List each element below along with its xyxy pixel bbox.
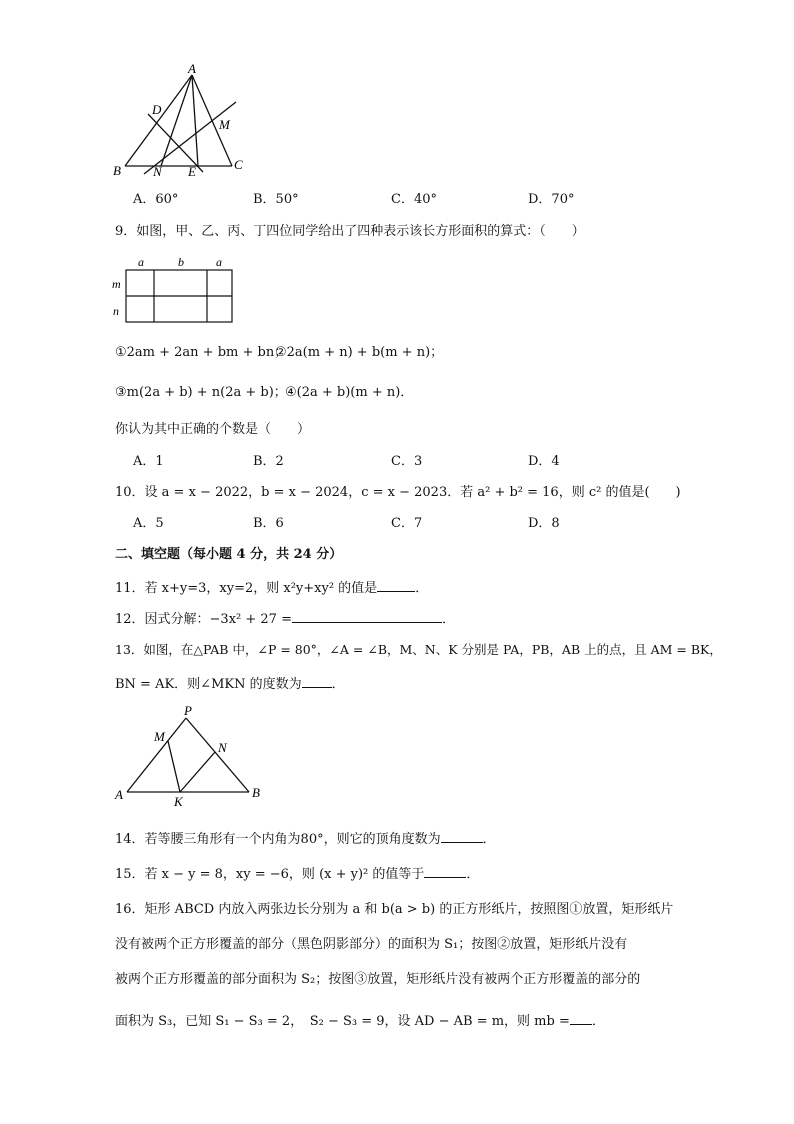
q13-label-n: N — [218, 740, 227, 755]
q13-label-k: K — [174, 794, 183, 809]
q10-option-a[interactable]: A．5 — [133, 516, 164, 531]
q14-answer-blank[interactable] — [441, 828, 483, 843]
q10-option-b[interactable]: B．6 — [253, 516, 284, 531]
q9-option-b[interactable]: B．2 — [253, 454, 284, 469]
q10-option-c[interactable]: C．7 — [391, 516, 423, 531]
q9-label-top-a2: a — [216, 255, 222, 269]
q8-triangle-figure — [108, 62, 258, 182]
q8-label-m: M — [219, 117, 230, 132]
q9-option-c[interactable]: C．3 — [391, 454, 423, 469]
q16-answer-blank[interactable] — [570, 1010, 592, 1025]
q8-label-a: A — [188, 62, 196, 76]
q13-line-2: BN = AK．则∠MKN 的度数为 — [115, 677, 302, 692]
q9-expr-4: ④(2a + b)(m + n)． — [285, 385, 414, 400]
q8-option-c[interactable]: C．40° — [391, 192, 437, 207]
q9-label-side-m: m — [112, 277, 121, 291]
q11-row — [115, 577, 428, 599]
q12-end: ． — [441, 612, 455, 627]
q13-triangle-figure — [108, 700, 273, 810]
q16-row-4 — [115, 1010, 605, 1032]
q13-label-m: M — [154, 729, 165, 744]
q8-label-c: C — [234, 157, 243, 172]
q13-end: ． — [331, 677, 345, 692]
q13-line-1: 13．如图，在△PAB 中，∠P = 80°，∠A = ∠B，M、N、K 分别是 PA，PB，AB 上的点，且 AM = BK， — [115, 642, 722, 657]
q9-label-top-a1: a — [138, 255, 144, 269]
q11-text: 11．若 x+y=3，xy=2，则 x²y+xy² 的值是 — [115, 581, 378, 596]
q13-label-a: A — [115, 787, 123, 802]
q11-end: ． — [415, 581, 429, 596]
q12-row — [115, 608, 455, 630]
q15-answer-blank[interactable] — [424, 863, 466, 878]
q8-option-a[interactable]: A．60° — [133, 192, 179, 207]
q9-question: 你认为其中正确的个数是（ ） — [115, 422, 311, 437]
q13-answer-blank[interactable] — [302, 673, 332, 688]
q8-option-b[interactable]: B．50° — [253, 192, 299, 207]
q16-line-4: 面积为 S₃，已知 S₁ − S₃ = 2， S₂ − S₃ = 9，设 AD − AB = m，则 mb = — [115, 1014, 570, 1029]
q9-label-side-n: n — [113, 304, 119, 318]
q9-option-a[interactable]: A．1 — [133, 454, 164, 469]
q14-end: ． — [482, 832, 496, 847]
q16-line-2: 没有被两个正方形覆盖的部分（黑色阴影部分）的面积为 S₁；按图②放置，矩形纸片没有 — [115, 937, 628, 952]
q13-row-2 — [115, 673, 345, 695]
q8-option-d[interactable]: D．70° — [528, 192, 575, 207]
section-2-title: 二、填空题（每小题 4 分，共 24 分） — [115, 547, 343, 562]
q15-text: 15．若 x − y = 8，xy = −6，则 (x + y)² 的值等于 — [115, 867, 425, 882]
q13-label-p: P — [184, 703, 192, 718]
q11-answer-blank[interactable] — [377, 577, 415, 592]
q13-label-b: B — [252, 785, 260, 800]
q15-end: ． — [466, 867, 480, 882]
q8-label-n: N — [153, 164, 162, 179]
q14-row — [115, 828, 496, 850]
q9-stem: 9．如图，甲、乙、丙、丁四位同学给出了四种表示该长方形面积的算式：（ ） — [115, 224, 585, 239]
q9-option-d[interactable]: D．4 — [528, 454, 560, 469]
q8-label-e: E — [188, 164, 196, 179]
q16-line-3: 被两个正方形覆盖的部分面积为 S₂；按图③放置，矩形纸片没有被两个正方形覆盖的部分的 — [115, 972, 641, 987]
q8-label-d: D — [152, 102, 162, 117]
q9-expr-3: ③m(2a + b) + n(2a + b)； — [115, 385, 287, 400]
q15-row — [115, 863, 479, 885]
q16-line-1: 16．矩形 ABCD 内放入两张边长分别为 a 和 b(a > b) 的正方形纸片，按照图①放置，矩形纸片 — [115, 902, 674, 917]
q9-expr-2: ②2a(m + n) + b(m + n)； — [275, 345, 444, 360]
q12-answer-blank[interactable] — [292, 608, 442, 623]
q9-label-top-b: b — [178, 255, 184, 269]
q16-end: ． — [591, 1014, 605, 1029]
q14-text: 14．若等腰三角形有一个内角为80°，则它的顶角度数为 — [115, 832, 441, 847]
q10-option-d[interactable]: D．8 — [528, 516, 560, 531]
q9-rectangle-figure — [108, 252, 238, 327]
q9-expr-1: ①2am + 2an + bm + bn； — [115, 345, 288, 360]
q8-label-b: B — [113, 163, 121, 178]
q10-stem: 10．设 a = x − 2022，b = x − 2024，c = x − 2023．若 a² + b² = 16，则 c² 的值是( ) — [115, 485, 681, 500]
q12-text: 12．因式分解：−3x² + 27 = — [115, 612, 292, 627]
